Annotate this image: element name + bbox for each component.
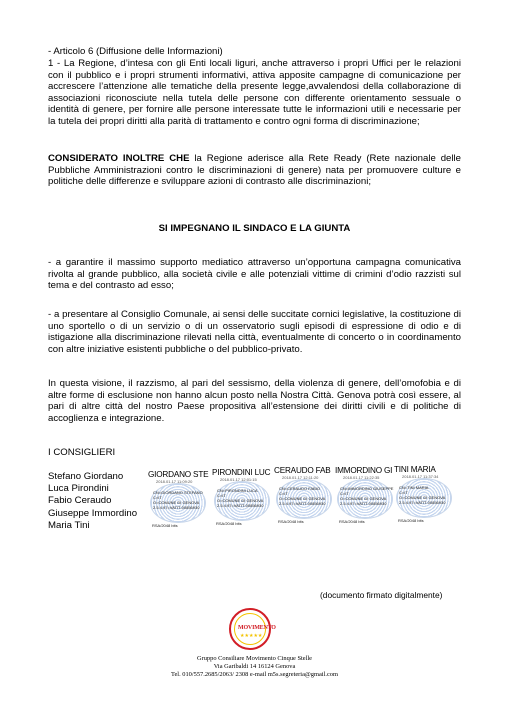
consigliere-name: Luca Pirondini bbox=[48, 483, 109, 495]
signature-stamp: PIRONDINI LUC 2018.01.17 12:01:15 CN=PIRONDINI LUCA C=IT O=COMUNE DI GENOVA 2.5.4.97=VATIT-00856930 RSA/2048 bits bbox=[212, 468, 271, 526]
signature-stamp: TINI MARIA 2018.01.17 11:37:34 CN=TINI MARIA C=IT O=COMUNE DI GENOVA 2.5.4.97=VATIT-00856930 RSA/2048 bits bbox=[394, 465, 462, 527]
considerato-text: la Regione aderisce alla Rete Ready (Rete nazionale delle Pubbliche Amministrazioni contro le discriminazioni di genere) nata per promuovere culture e politiche delle differenze e sviluppare azioni di contrasto alle discriminazioni; bbox=[48, 153, 461, 188]
consigliere-name: Fabio Ceraudo bbox=[48, 495, 112, 507]
signature-stamp: CERAUDO FAB 2018.01.17 12:11:20 CN=CERAUDO FABIO C=IT O=COMUNE DI GENOVA 2.5.4.97=VATIT-00856930 RSA/2048 bits bbox=[274, 466, 331, 524]
consiglieri-names bbox=[48, 471, 137, 532]
considerato-lead: CONSIDERATO INOLTRE CHE bbox=[48, 153, 190, 164]
paragraph-sportello: - a presentare al Consiglio Comunale, ai sensi delle succitate cornici legislative, la costituzione di uno sportello o di un servizio o di un osservatorio sugli episodi di espressione di odio e di istigazione alla discriminazione rilevati nella città, eventualmente di concerto o in coordinamento con altre iniziative esistenti pubbliche o del pubblico-privato. bbox=[48, 309, 461, 355]
movimento-logo-icon: MOVIMENTO ★★★★★ bbox=[229, 608, 271, 650]
consiglieri-title: I CONSIGLIERI bbox=[48, 447, 116, 458]
considerato-paragraph bbox=[48, 153, 461, 188]
consigliere-name: Maria Tini bbox=[48, 519, 90, 531]
footer-contacts: Tel. 010/557.2685/2063/ 2308 e-mail m5s.segreteria@gmail.com bbox=[171, 671, 338, 678]
digital-signature-note: (documento firmato digitalmente) bbox=[320, 590, 443, 600]
paragraph-media: - a garantire il massimo supporto mediatico attraverso un’opportuna campagna comunicativa rivolta al grande pubblico, alla società civile e alle potenziali vittime di crimini d’odio razzisti sul tema e del contrasto ad esso; bbox=[48, 257, 461, 292]
footer-group: Gruppo Consiliare Movimento Cinque Stelle bbox=[196, 655, 313, 662]
paragraph-visione: In questa visione, il razzismo, al pari del sessismo, della violenza di genere, dell’omofobia e di altre forme di esclusione non hanno alcun posto nella Nostra Città. Genova potrà così essere, al pari di altre città del nostro Paese propositiva all’estensione dei diritti civili e di politiche di accoglienza e integrazione. bbox=[48, 378, 461, 424]
article-title: - Articolo 6 (Diffusione delle Informazioni) bbox=[48, 46, 223, 57]
signature-stamp: IMMORDINO GI 2018.01.17 11:22:35 CN=IMMORDINO GIUSEPPE C=IT O=COMUNE DI GENOVA 2.5.4.97=VATIT-00856930 RSA/2048 bits bbox=[335, 466, 394, 524]
section-heading: SI IMPEGNANO IL SINDACO E LA GIUNTA bbox=[158, 223, 351, 234]
consigliere-name: Stefano Giordano bbox=[48, 471, 124, 482]
consigliere-name: Giuseppe Immordino bbox=[48, 507, 138, 519]
article-body: 1 - La Regione, d’intesa con gli Enti locali liguri, anche attraverso i propri Uffici per le relazioni con il pubblico e i propri strumenti informativi, attiva apposite campagne di comunicazione per accrescere l’attenzione alle tematiche della presente legge,avvalendosi della collaborazione di associazioni riconosciute nella tutela delle persone con differente orientamento sessuale o identità di genere, per fornire alle persone interessate tutte le informazioni utili e necessarie per la tutela dei propri diritti alla parità di trattamento e contro ogni forma di discriminazione; bbox=[48, 58, 461, 127]
footer-address: Via Garibaldi 14 16124 Genova bbox=[213, 663, 296, 670]
signature-stamp: GIORDANO STE 2018.01.17 11:09:20 CN=GIORDANO STEFANO C=IT O=COMUNE DI GENOVA 2.5.4.97=VATIT-00856930 RSA/2048 bits bbox=[148, 470, 209, 528]
